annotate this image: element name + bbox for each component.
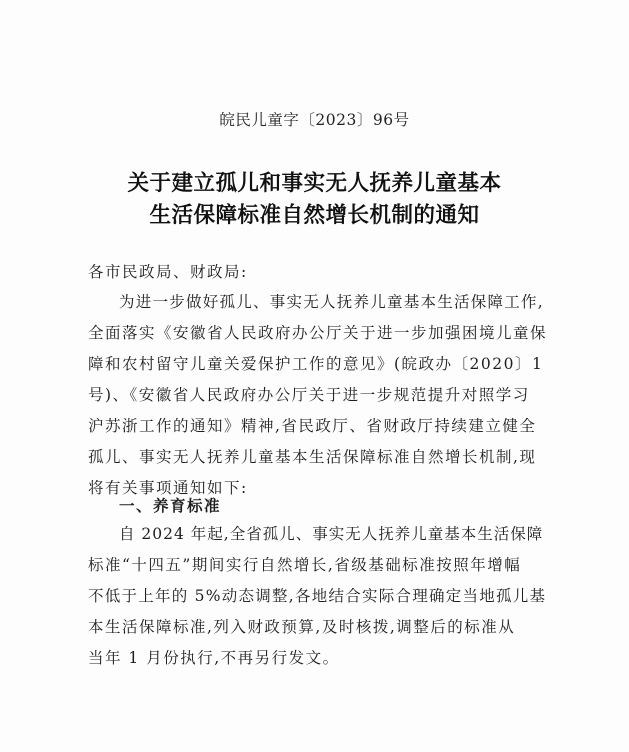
section-1-heading: 一、养育标准	[119, 497, 222, 515]
addressee: 各市民政局、财政局:	[88, 263, 248, 281]
paragraph-1-line: 沪苏浙工作的通知》精神,省民政厅、省财政厅持续建立健全	[88, 417, 537, 435]
paragraph-1-line: 全面落实《安徽省人民政府办公厅关于进一步加强困境儿童保	[88, 324, 548, 342]
paragraph-2-line: 标准“十四五”期间实行自然增长,省级基础标准按照年增幅	[88, 556, 522, 574]
paragraph-1-line: 孤儿、事实无人抚养儿童基本生活保障标准自然增长机制,现	[88, 448, 537, 466]
document-number: 皖民儿童字〔2023〕96号	[219, 111, 410, 129]
paragraph-1-line: 障和农村留守儿童关爱保护工作的意见》(皖政办〔2020〕1	[88, 355, 544, 373]
paragraph-2-line: 当年 1 月份执行,不再另行发文。	[88, 649, 340, 667]
paragraph-1-line: 为进一步做好孤儿、事实无人抚养儿童基本生活保障工作,	[119, 293, 544, 311]
paragraph-1-line: 将有关事项通知如下:	[88, 479, 248, 497]
paragraph-2-line: 不低于上年的 5%动态调整,各地结合实际合理确定当地孤儿基	[88, 587, 547, 605]
paragraph-2-line: 本生活保障标准,列入财政预算,及时核拨,调整后的标准从	[88, 618, 516, 636]
paragraph-1-line: 号)、《安徽省人民政府办公厅关于进一步规范提升对照学习	[88, 386, 530, 404]
document-title-line-1: 关于建立孤儿和事实无人抚养儿童基本	[127, 171, 502, 196]
document-title-line-2: 生活保障标准自然增长机制的通知	[149, 203, 480, 228]
paragraph-2-line: 自 2024 年起,全省孤儿、事实无人抚养儿童基本生活保障	[119, 525, 544, 543]
